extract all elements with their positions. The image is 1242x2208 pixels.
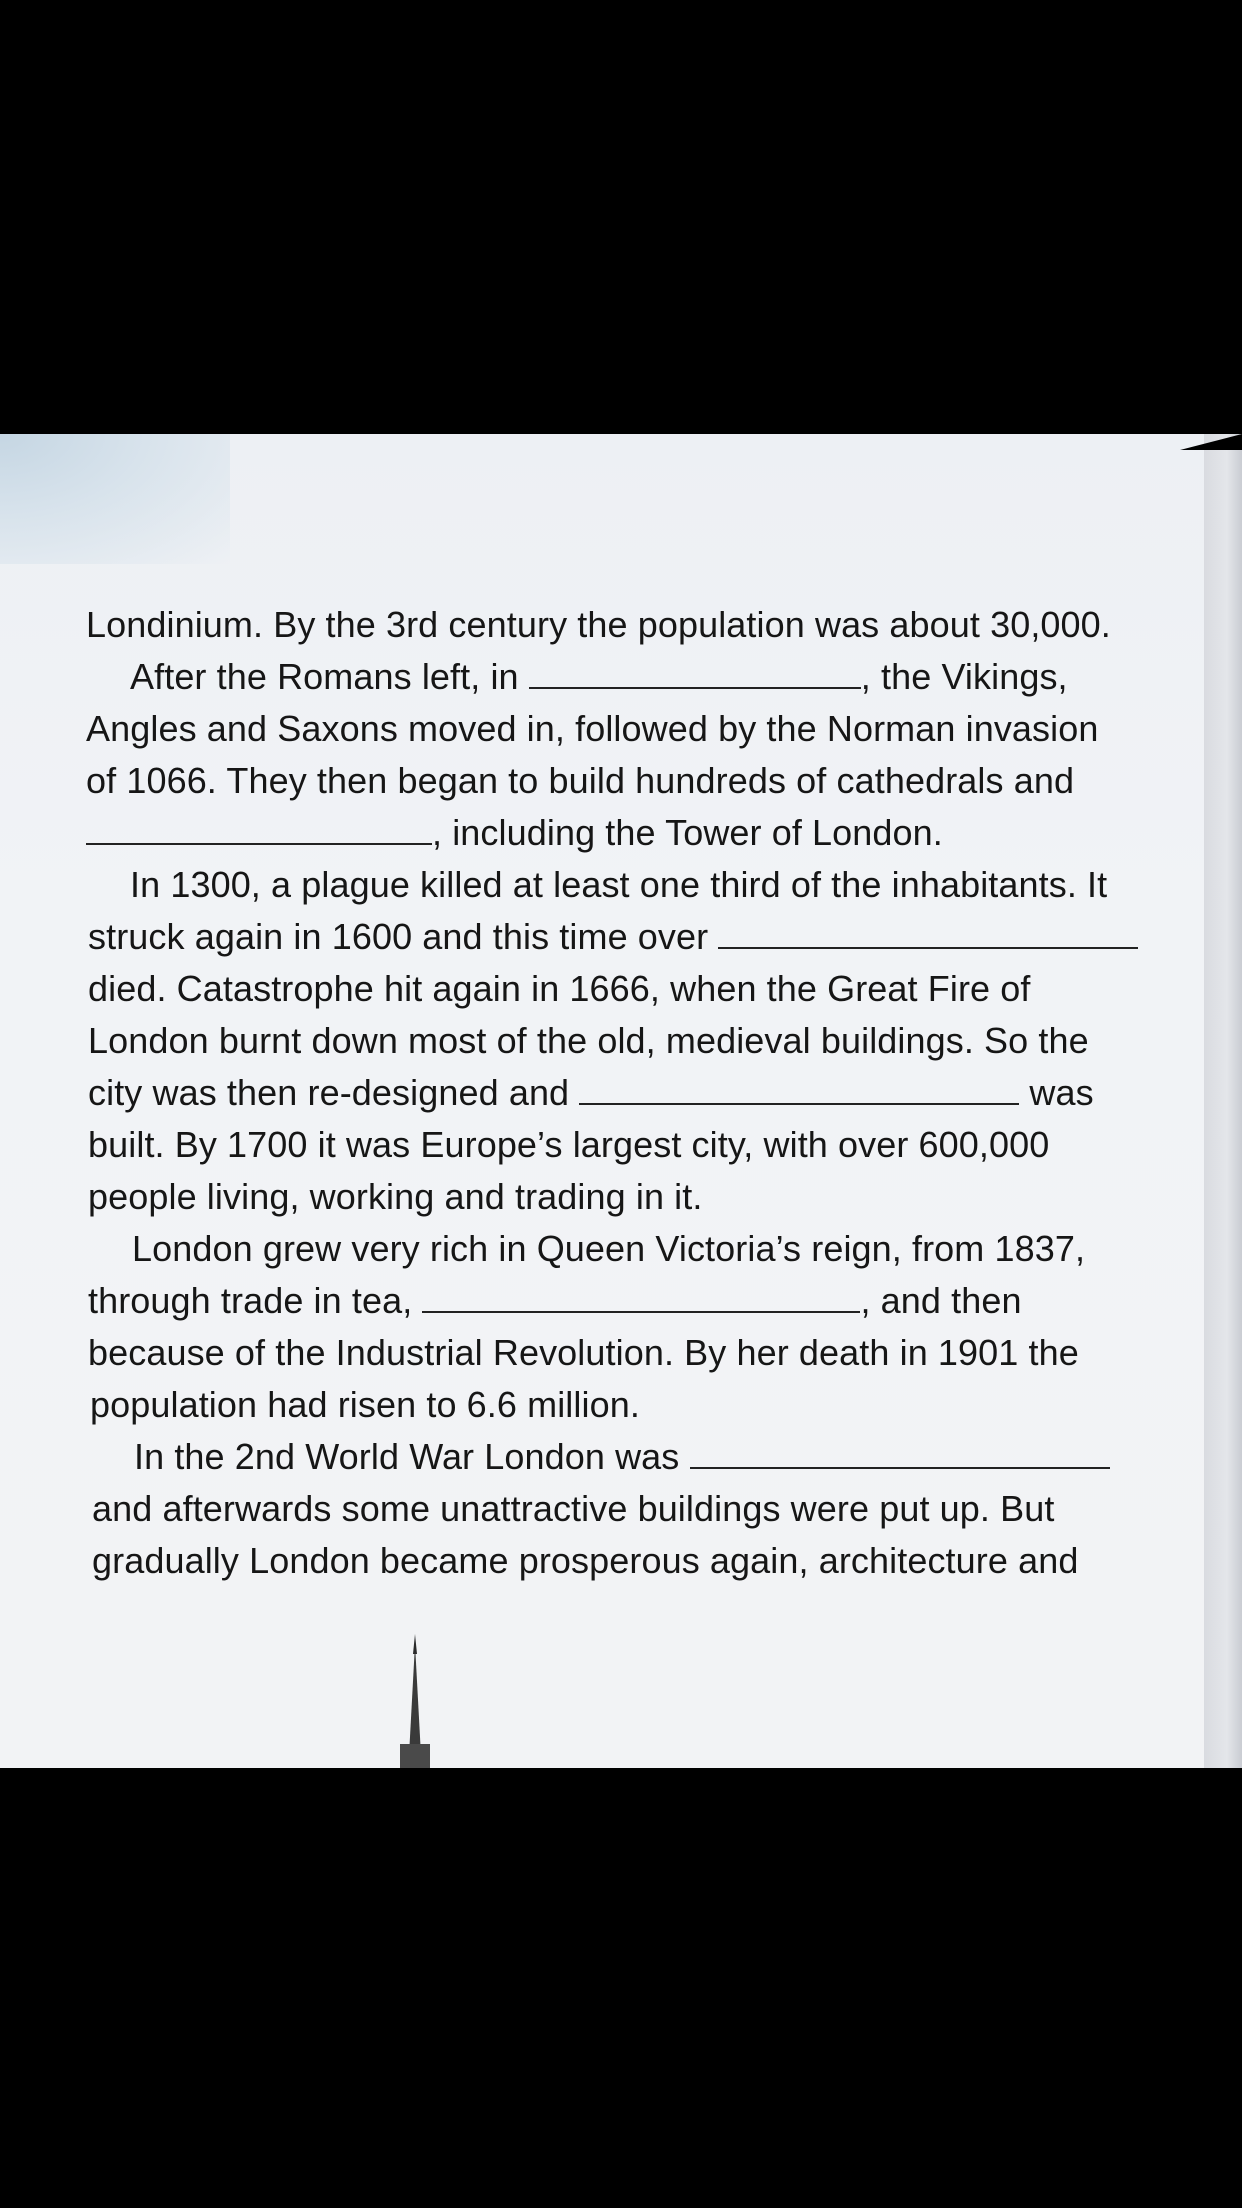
text-line bbox=[88, 1280, 1022, 1322]
page-corner-tint bbox=[0, 434, 230, 564]
text-line: built. By 1700 it was Europe’s largest city, with over 600,000 bbox=[88, 1124, 1050, 1165]
text-line: gradually London became prosperous again, architecture and bbox=[92, 1540, 1079, 1581]
text-line: London burnt down most of the old, medieval buildings. So the bbox=[88, 1020, 1089, 1061]
answer-blank[interactable] bbox=[529, 659, 861, 689]
text-line bbox=[130, 656, 1068, 698]
text-segment: , including the Tower of London. bbox=[432, 812, 943, 853]
text-line bbox=[88, 1072, 1094, 1114]
tower-spire-image bbox=[380, 1634, 450, 1768]
answer-blank[interactable] bbox=[422, 1283, 860, 1313]
book-page bbox=[0, 434, 1242, 1768]
text-line: In 1300, a plague killed at least one third of the inhabitants. It bbox=[130, 864, 1108, 905]
text-line: people living, working and trading in it. bbox=[88, 1176, 703, 1217]
answer-blank[interactable] bbox=[86, 815, 432, 845]
text-segment: city was then re-designed and bbox=[88, 1072, 570, 1113]
text-line: because of the Industrial Revolution. By her death in 1901 the bbox=[88, 1332, 1079, 1373]
text-line: population had risen to 6.6 million. bbox=[90, 1384, 640, 1425]
text-line: Londinium. By the 3rd century the population was about 30,000. bbox=[86, 604, 1111, 645]
text-line bbox=[134, 1436, 1110, 1478]
answer-blank[interactable] bbox=[718, 919, 1138, 949]
answer-blank[interactable] bbox=[690, 1439, 1110, 1469]
answer-blank[interactable] bbox=[579, 1075, 1019, 1105]
text-line: Angles and Saxons moved in, followed by the Norman invasion bbox=[86, 708, 1099, 749]
text-segment: After the Romans left, in bbox=[130, 656, 519, 697]
text-line: of 1066. They then began to build hundreds of cathedrals and bbox=[86, 760, 1075, 801]
text-segment: , and then bbox=[860, 1280, 1022, 1321]
text-line: and afterwards some unattractive buildings were put up. But bbox=[92, 1488, 1055, 1529]
text-line: died. Catastrophe hit again in 1666, when the Great Fire of bbox=[88, 968, 1031, 1009]
text-segment: In the 2nd World War London was bbox=[134, 1436, 680, 1477]
text-segment: through trade in tea, bbox=[88, 1280, 413, 1321]
text-line bbox=[86, 812, 943, 854]
text-line: London grew very rich in Queen Victoria’s reign, from 1837, bbox=[132, 1228, 1086, 1269]
text-line bbox=[88, 916, 1138, 958]
text-segment: struck again in 1600 and this time over bbox=[88, 916, 709, 957]
text-segment: , the Vikings, bbox=[860, 656, 1068, 697]
page-edge bbox=[1204, 434, 1242, 1768]
text-segment: was bbox=[1029, 1072, 1094, 1113]
